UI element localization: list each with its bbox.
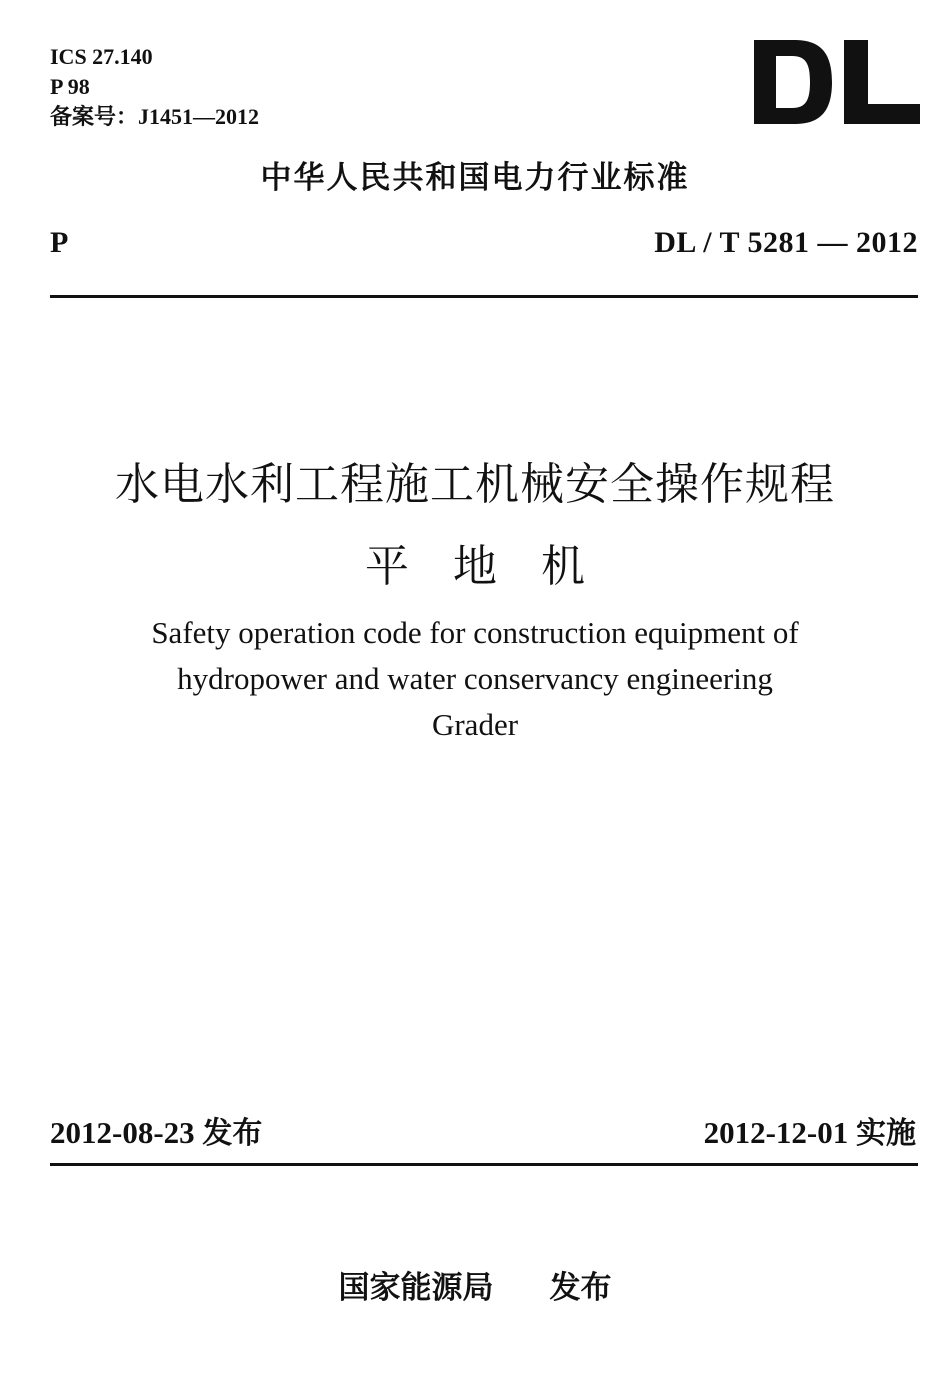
english-title-line-3: Grader (431, 707, 519, 742)
effective-label: 实施 (856, 1116, 916, 1151)
dl-logo (754, 40, 920, 124)
issue-label: 发布 (202, 1116, 263, 1151)
standard-type-heading: 中华人民共和国电力行业标准 (260, 160, 690, 196)
issue-date: 2012-08-23 (50, 1115, 195, 1150)
english-title-line-2: hydropower and water conservancy engineering (177, 661, 773, 696)
ics-code: ICS 27.140 (50, 44, 153, 69)
chinese-subtitle: 平 地 机 (365, 541, 585, 592)
ccs-code: P 98 (50, 74, 90, 99)
publisher-action: 发布 (549, 1270, 612, 1306)
category-code: P (50, 226, 69, 259)
chinese-title: 水电水利工程施工机械安全操作规程 (115, 459, 835, 510)
top-divider (50, 295, 918, 298)
effective-date: 2012-12-01 (703, 1115, 849, 1150)
publisher-block (0, 1262, 950, 1307)
english-title-line-1: Safety operation code for construction equipment of (151, 615, 799, 650)
issue-date-block (50, 1108, 262, 1152)
effective-date-block (704, 1108, 916, 1152)
bottom-divider (50, 1163, 918, 1166)
publisher-name: 国家能源局 (338, 1270, 494, 1306)
filing-number: 备案号：J1451—2012 (50, 104, 260, 129)
document-number: DL / T 5281 — 2012 (654, 226, 918, 259)
